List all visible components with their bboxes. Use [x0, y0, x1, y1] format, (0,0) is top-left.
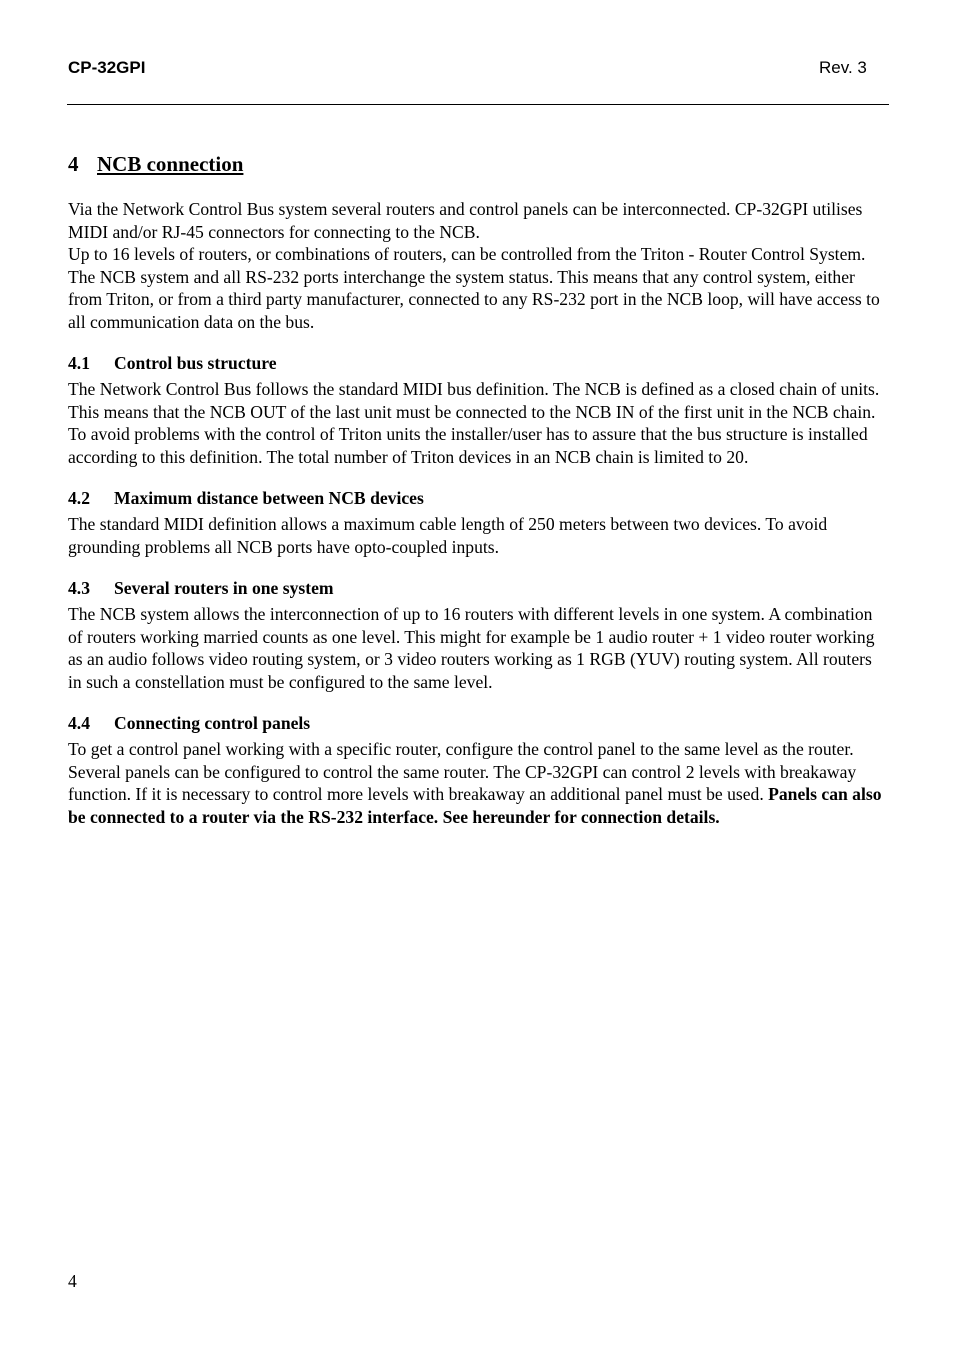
section-title: NCB connection: [97, 152, 244, 176]
page-number: 4: [68, 1271, 77, 1291]
subsection-heading-4-1: [68, 352, 888, 374]
subsection-text-regular: To get a control panel working with a specific router, configure the control panel to the same level as the router. Several panels can be configured to control the same router. The CP-32GPI can control 2 levels with breakaway function. If it is necessary to control more levels with breakaway an additional panel must be used.: [68, 739, 857, 804]
subsection-title: Connecting control panels: [114, 713, 311, 733]
subsection-number: 4.4: [68, 713, 90, 733]
subsection-number: 4.3: [68, 578, 90, 598]
main-content: [68, 150, 888, 828]
section-number: 4: [68, 152, 79, 176]
subsection-text-bold: Panels can also be connected to a router via the RS-232 interface. See hereunder for connection details.: [68, 784, 882, 827]
subsection-heading-4-4: [68, 712, 888, 734]
subsection-text-4-4: [68, 738, 888, 828]
subsection-title: Maximum distance between NCB devices: [114, 488, 424, 508]
subsection-text-4-1: The Network Control Bus follows the standard MIDI bus definition. The NCB is defined as a closed chain of units. This means that the NCB OUT of the last unit must be connected to the NCB IN of the first unit in the NCB chain. To avoid problems with the control of Triton units the installer/user has to assure that the bus structure is installed according to this definition. The total number of Triton devices in an NCB chain is limited to 20.: [68, 379, 880, 467]
subsection-title: Several routers in one system: [114, 578, 334, 598]
section-heading: [68, 150, 888, 178]
header-doc-title: CP-32GPI: [68, 58, 146, 77]
section-paragraph-1: Via the Network Control Bus system several routers and control panels can be interconnected. CP-32GPI utilises MIDI and/or RJ-45 connectors for connecting to the NCB.: [68, 199, 863, 242]
subsection-text-4-3: The NCB system allows the interconnection of up to 16 routers with different levels in one system. A combination of routers working married counts as one level. This might for example be 1 audio router + 1 video router working as an audio follows video routing system, or 3 video routers working as 1 RGB (YUV) routing system. All routers in such a constellation must be configured to the same level.: [68, 604, 875, 692]
subsection-title: Control bus structure: [114, 353, 277, 373]
subsection-heading-4-3: [68, 577, 888, 599]
subsection-number: 4.2: [68, 488, 90, 508]
header-revision: Rev. 3: [819, 58, 867, 77]
header-divider: [67, 104, 889, 105]
section-paragraph-2: Up to 16 levels of routers, or combinations of routers, can be controlled from the Triton - Router Control System. The NCB system and all RS-232 ports interchange the system status. This means that any control system, either from Triton, or from a third party manufacturer, connected to any RS-232 port in the NCB loop, will have access to all communication data on the bus.: [68, 244, 880, 332]
subsection-number: 4.1: [68, 353, 90, 373]
subsection-heading-4-2: [68, 487, 888, 509]
subsection-text-4-2: The standard MIDI definition allows a maximum cable length of 250 meters between two devices. To avoid grounding problems all NCB ports have opto-coupled inputs.: [68, 514, 828, 557]
